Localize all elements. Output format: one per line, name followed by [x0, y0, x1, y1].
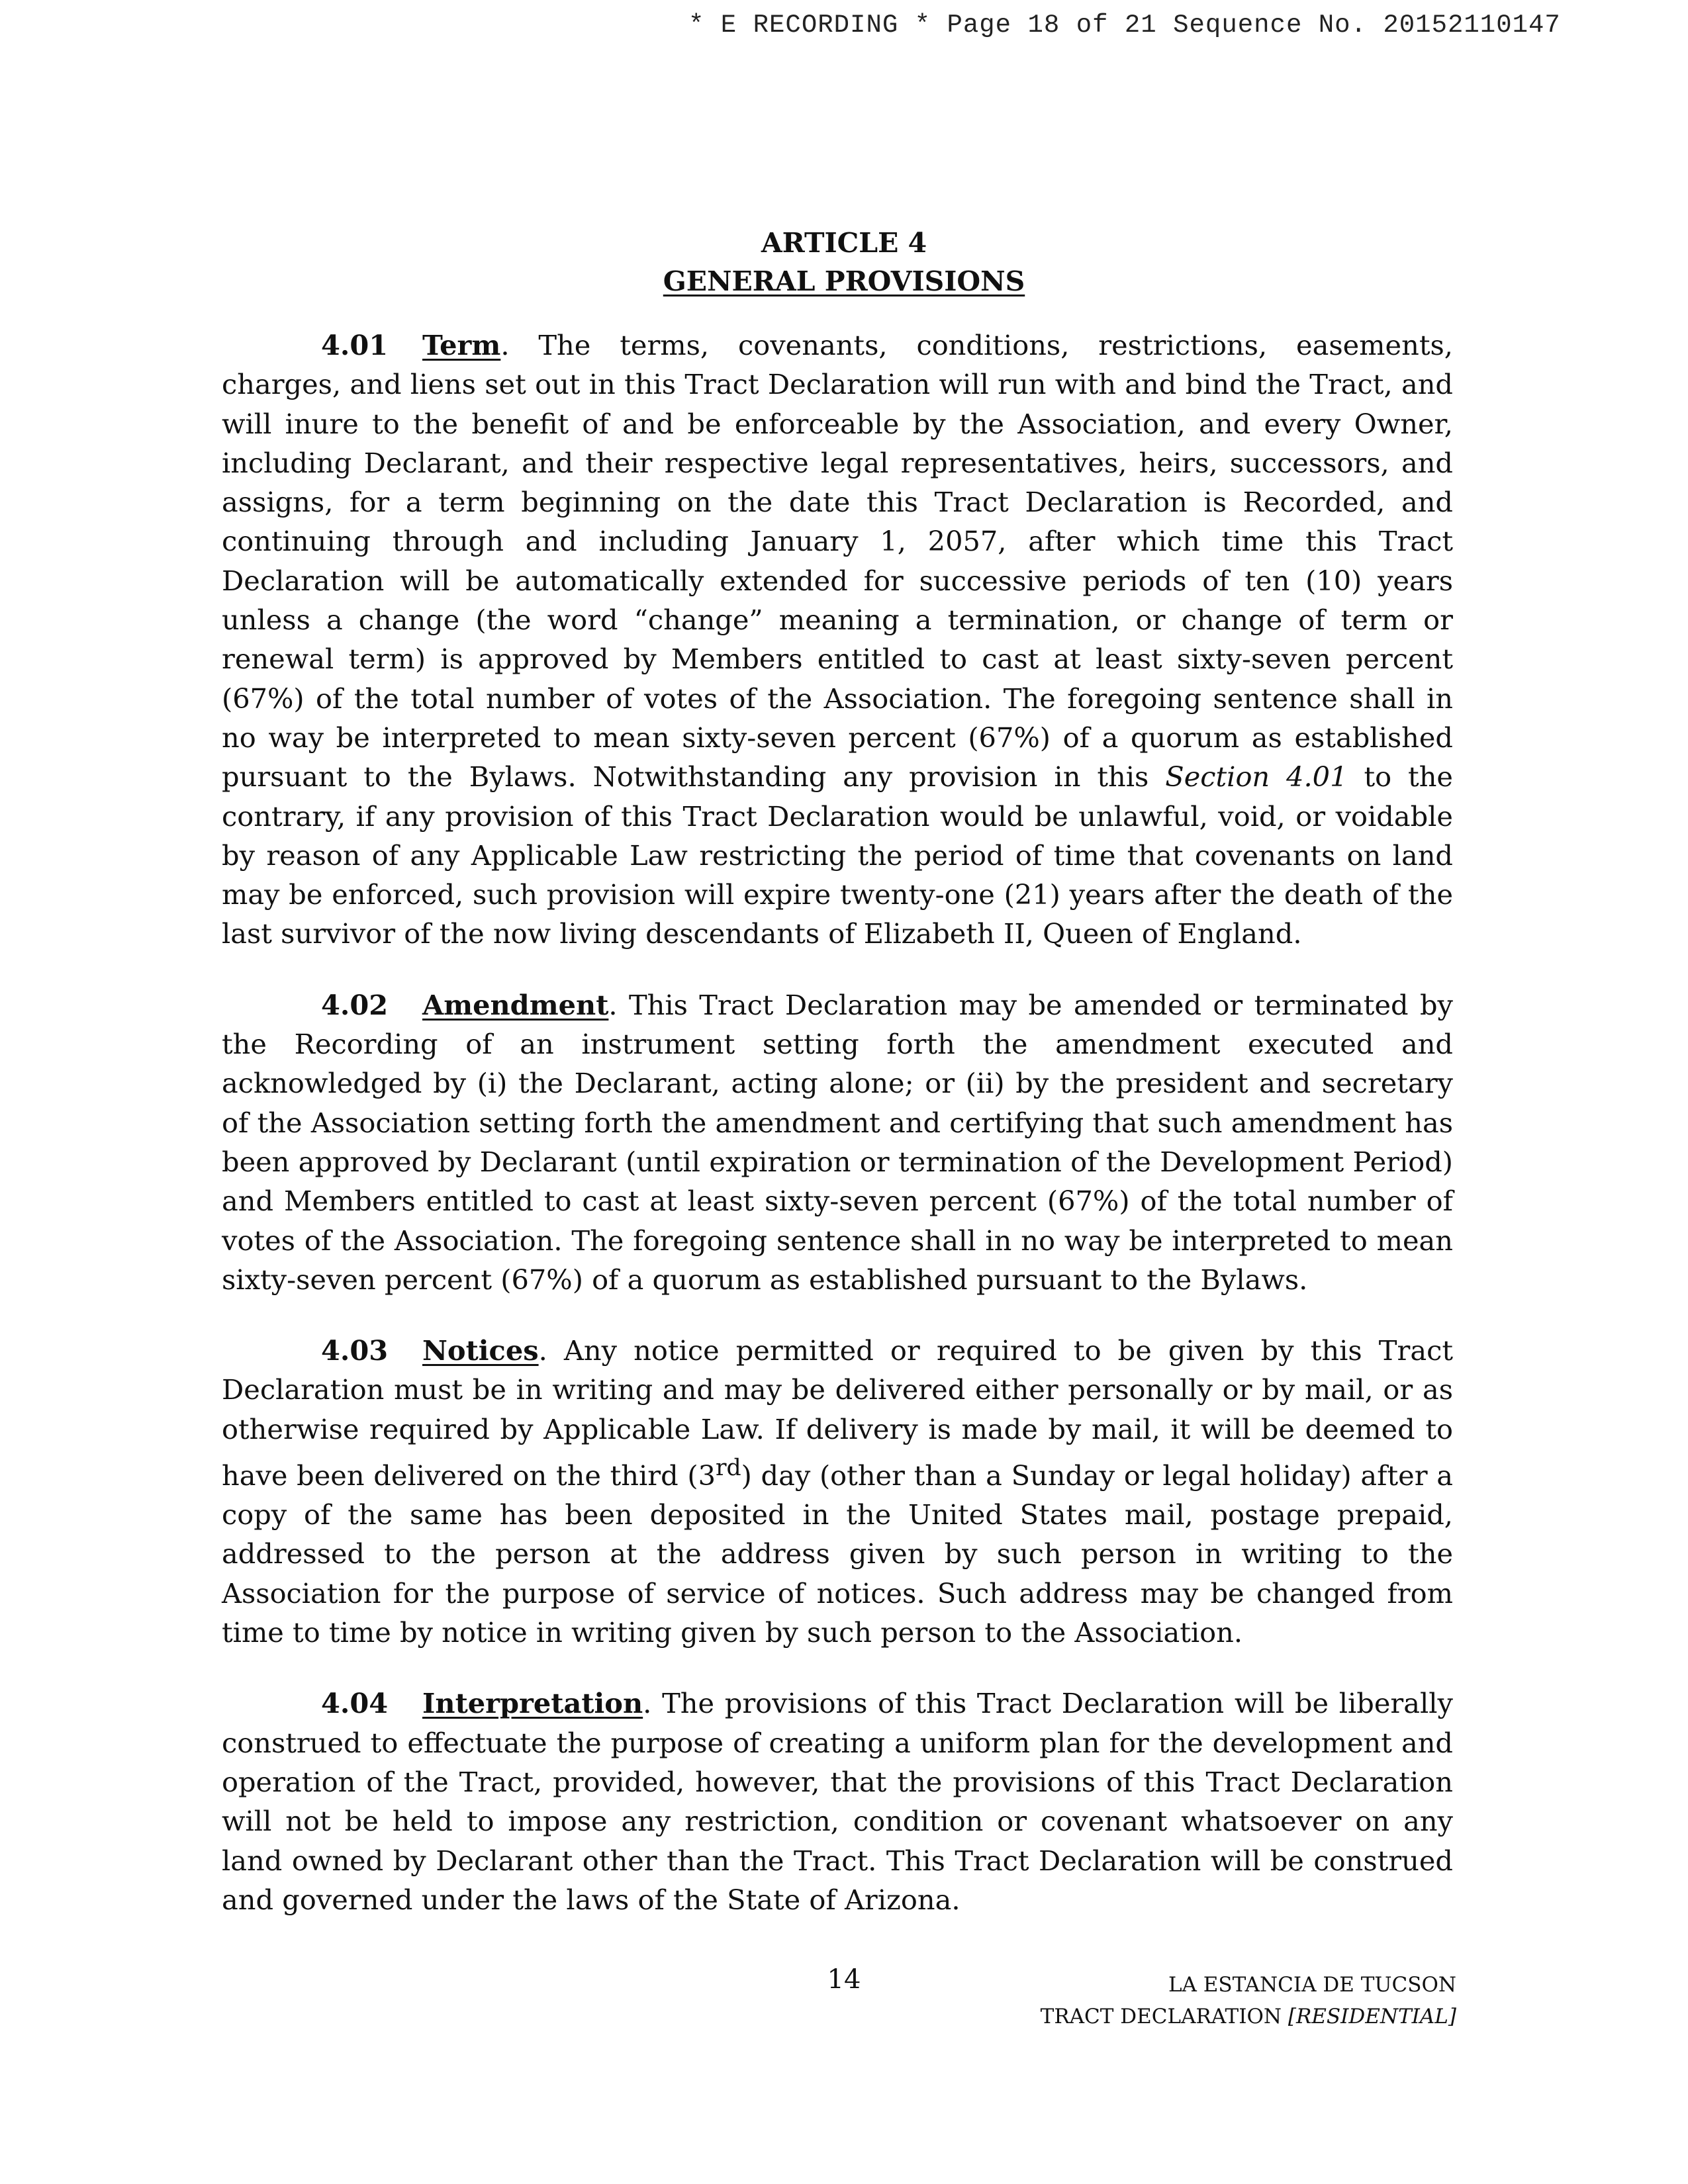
section-number: 4.03 [321, 1334, 389, 1367]
section-heading: Amendment [422, 988, 609, 1021]
section-4-02: 4.02 Amendment. This Tract Declaration may be amended or terminated by the Recording of an instrument setting forth the amendment executed and acknowledged by (i) the Declarant, acting alone; or (ii) by the president and secretary of the Association setting forth the amendment and certifying that such amendment has been approved by Declarant (until expiration or termination of the Development Period) and Members entitled to cast at least sixty-seven percent (67%) of the total number of votes of the Association. The foregoing sentence shall in no way be interpreted to mean sixty-seven percent (67%) of a quorum as established pursuant to the Bylaws. [222, 985, 1453, 1299]
section-text: The provisions of this Tract Declaration will be liberally construed to effectuate the purpose of creating a uniform plan for the development and operation of the Tract, provided, however, that the provisions of this Tract Declaration will not be held to impose any restriction, condition or covenant whatsoever on any land owned by Declarant other than the Tract. This Tract Declaration will be construed and governed under the laws of the State of Arizona. [222, 1687, 1453, 1916]
section-text-continued: to the contrary, if any provision of this Tract Declaration would be unlawful, void, or voidable by reason of any Applicable Law restricting the period of time that covenants on land may be enforced, such provision will expire twenty-one (21) years after the death of the last survivor of the now living descendants of Elizabeth II, Queen of England. [222, 760, 1453, 950]
section-text: This Tract Declaration may be amended or terminated by the Recording of an instrument setting forth the amendment executed and acknowledged by (i) the Declarant, acting alone; or (ii) by the president and secretary of the Association setting forth the amendment and certifying that such amendment has been approved by Declarant (until expiration or termination of the Development Period) and Members entitled to cast at least sixty-seven percent (67%) of the total number of votes of the Association. The foregoing sentence shall in no way be interpreted to mean sixty-seven percent (67%) of a quorum as established pursuant to the Bylaws. [222, 988, 1453, 1296]
section-4-04: 4.04 Interpretation. The provisions of this Tract Declaration will be liberally construed to effectuate the purpose of creating a uniform plan for the development and operation of the Tract, provided, however, that the provisions of this Tract Declaration will not be held to impose any restriction, condition or covenant whatsoever on any land owned by Declarant other than the Tract. This Tract Declaration will be construed and governed under the laws of the State of Arizona. [222, 1684, 1453, 1919]
footer-doc-qualifier: [RESIDENTIAL] [1288, 2005, 1456, 2028]
section-text-continued: ) day (other than a Sunday or legal holiday) after a copy of the same has been deposited in the United States mail, postage prepaid, addressed to the person at the address given by such person in writing to the Association for the purpose of service of notices. Such address may be changed from time to time by notice in writing given by such person to the Association. [222, 1459, 1454, 1649]
footer-document-id [1041, 1969, 1456, 2032]
section-4-03: 4.03 Notices. Any notice permitted or required to be given by this Tract Declaration must be in writing and may be delivered either personally or by mail, or as otherwise required by Applicable Law. If delivery is made by mail, it will be deemed to have been delivered on the third (3rd) day (other than a Sunday or legal holiday) after a copy of the same has been deposited in the United States mail, postage prepaid, addressed to the person at the address given by such person in writing to the Association for the purpose of service of notices. Such address may be changed from time to time by notice in writing given by such person to the Association. [222, 1331, 1453, 1652]
ordinal-suffix: rd [715, 1455, 741, 1482]
section-number: 4.02 [321, 988, 389, 1021]
recording-stamp: * E RECORDING * Page 18 of 21 Sequence No. 20152110147 [688, 11, 1561, 40]
article-heading [0, 224, 1688, 300]
section-heading: Notices [422, 1334, 539, 1367]
section-4-01: 4.01 Term. The terms, covenants, conditions, restrictions, easements, charges, and liens set out in this Tract Declaration will run with and bind the Tract, and will inure to the benefit of and be enforceable by the Association, and every Owner, including Declarant, and their respective legal representatives, heirs, successors, and assigns, for a term beginning on the date this Tract Declaration is Recorded, and continuing through and including January 1, 2057, after which time this Tract Declaration will be automatically extended for successive periods of ten (10) years unless a change (the word “change” meaning a termination, or change of term or renewal term) is approved by Members entitled to cast at least sixty-seven percent (67%) of the total number of votes of the Association. The foregoing sentence shall in no way be interpreted to mean sixty-seven percent (67%) of a quorum as established pursuant to the Bylaws. Notwithstanding any provision in this Section 4.01 to the contrary, if any provision of this Tract Declaration would be unlawful, void, or voidable by reason of any Applicable Law restricting the period of time that covenants on land may be enforced, such provision will expire twenty-one (21) years after the death of the last survivor of the now living descendants of Elizabeth II, Queen of England. [222, 326, 1453, 954]
section-number: 4.01 [321, 329, 389, 361]
section-reference: Section 4.01 [1165, 760, 1348, 794]
article-subtitle-text: GENERAL PROVISIONS [663, 265, 1025, 297]
document-body [222, 326, 1453, 1951]
article-subtitle [0, 262, 1688, 300]
page-number: 14 [827, 1964, 861, 1995]
section-heading: Term [422, 329, 501, 361]
section-text: The terms, covenants, conditions, restrictions, easements, charges, and liens set out in this Tract Declaration will run with and bind the Tract, and will inure to the benefit of and be enforceable by the Association, and every Owner, including Declarant, and their respective legal representatives, heirs, successors, and assigns, for a term beginning on the date this Tract Declaration is Recorded, and continuing through and including January 1, 2057, after which time this Tract Declaration will be automatically extended for successive periods of ten (10) years unless a change (the word “change” meaning a termination, or change of term or renewal term) is approved by Members entitled to cast at least sixty-seven percent (67%) of the total number of votes of the Association. The foregoing sentence shall in no way be interpreted to mean sixty-seven percent (67%) of a quorum as established pursuant to the Bylaws. Notwithstanding any provision in this [222, 329, 1453, 794]
article-title: ARTICLE 4 [761, 227, 927, 259]
footer-doc-title: TRACT DECLARATION [1040, 2005, 1282, 2028]
footer-doc-title-line [1041, 2001, 1456, 2032]
section-text: Any notice permitted or required to be given by this Tract Declaration must be in writing and may be delivered either personally or by mail, or as otherwise required by Applicable Law. If delivery is made by mail, it will be deemed to have been delivered on the third (3 [222, 1334, 1453, 1492]
footer-project-name: LA ESTANCIA DE TUCSON [1168, 1973, 1456, 1997]
section-number: 4.04 [321, 1687, 389, 1720]
section-heading: Interpretation [422, 1687, 643, 1720]
